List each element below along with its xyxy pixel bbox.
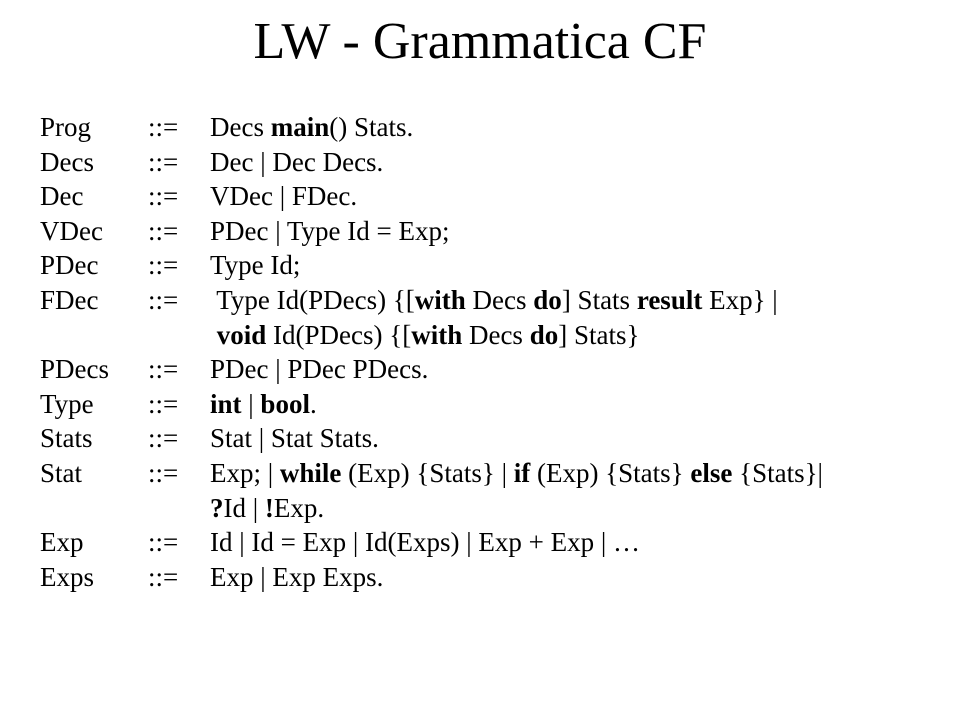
rule-nonterminal: Prog — [40, 112, 92, 142]
grammar-rule — [40, 248, 823, 283]
rule-operator: ::= — [148, 423, 179, 454]
keyword: bool — [260, 388, 310, 419]
rule-operator: ::= — [148, 527, 179, 558]
rule-production — [210, 560, 383, 595]
keyword: int — [210, 388, 242, 419]
production-text: Type Id(PDecs) {[ — [210, 284, 415, 315]
grammar-rule — [40, 110, 823, 145]
production-text: Type Id; — [210, 250, 301, 281]
production-text: Id | — [223, 492, 265, 523]
keyword: result — [636, 284, 703, 315]
grammar-rule — [40, 145, 823, 180]
production-text — [210, 320, 217, 350]
grammar-rule-continuation — [40, 318, 823, 353]
rule-nonterminal: FDec — [40, 284, 99, 315]
grammar-rule — [40, 179, 823, 214]
rule-operator — [148, 318, 210, 353]
rule-production — [210, 456, 823, 491]
rule-production — [210, 145, 383, 180]
rule-production — [210, 421, 379, 456]
rule-operator: ::= — [148, 354, 179, 385]
production-text: (Exp) {Stats} | — [341, 457, 514, 488]
grammar-rules — [40, 110, 823, 594]
rule-nonterminal: Exps — [40, 561, 94, 592]
production-text: | — [241, 388, 261, 419]
production-text: ] Stats — [561, 284, 637, 315]
production-text: () Stats. — [329, 112, 414, 142]
rule-production — [210, 318, 639, 353]
rule-operator: ::= — [148, 181, 179, 212]
keyword: void — [216, 319, 267, 350]
grammar-rule-continuation — [40, 491, 823, 526]
rule-production — [210, 283, 778, 318]
grammar-rule — [40, 421, 823, 456]
grammar-rule — [40, 560, 823, 595]
slide-title: LW - Grammatica CF — [253, 13, 707, 70]
keyword: while — [279, 457, 342, 488]
keyword: with — [411, 319, 463, 350]
keyword: ? — [210, 492, 224, 523]
rule-operator: ::= — [148, 146, 179, 177]
keyword: do — [529, 319, 559, 350]
rule-nonterminal: Dec — [40, 181, 84, 212]
grammar-rule — [40, 283, 823, 318]
rule-production — [210, 110, 413, 145]
grammar-rule — [40, 456, 823, 491]
rule-production — [210, 352, 428, 387]
rule-operator: ::= — [148, 388, 179, 419]
keyword: if — [513, 457, 531, 488]
production-text: Id(PDecs) {[ — [266, 319, 412, 350]
rule-operator: ::= — [148, 112, 179, 142]
grammar-rule — [40, 525, 823, 560]
production-text: . — [309, 388, 317, 419]
rule-nonterminal: Exp — [40, 527, 84, 558]
rule-nonterminal: PDecs — [40, 354, 109, 385]
rule-nonterminal: PDec — [40, 250, 99, 281]
rule-operator: ::= — [148, 215, 179, 246]
rule-production — [210, 179, 357, 214]
production-text: PDec | Type Id = Exp; — [210, 215, 450, 246]
production-text: PDec | PDec PDecs. — [210, 354, 429, 385]
rule-operator: ::= — [148, 561, 179, 592]
keyword: do — [533, 284, 562, 315]
rule-production — [210, 387, 317, 422]
rule-production — [210, 525, 640, 560]
production-text: Exp} | — [702, 284, 778, 315]
rule-operator: ::= — [148, 284, 179, 315]
production-text: (Exp) {Stats} — [530, 457, 691, 488]
rule-production — [210, 248, 300, 283]
production-text: VDec | FDec. — [210, 181, 358, 212]
production-text: Dec | Dec Decs. — [210, 146, 384, 177]
keyword: else — [690, 457, 733, 488]
rule-nonterminal — [40, 491, 148, 526]
rule-nonterminal: Stats — [40, 423, 93, 454]
keyword: ! — [264, 492, 274, 523]
production-text: Decs — [465, 284, 534, 315]
production-text: Stat | Stat Stats. — [210, 423, 379, 454]
rule-nonterminal: Decs — [40, 146, 94, 177]
production-text: Exp. — [273, 492, 325, 523]
grammar-rule — [40, 352, 823, 387]
rule-production — [210, 491, 324, 526]
production-text: ] Stats} — [558, 319, 640, 350]
production-text: Decs — [462, 319, 530, 350]
production-text: Exp | Exp Exps. — [210, 561, 384, 592]
keyword: with — [414, 284, 466, 315]
rule-nonterminal: Type — [40, 388, 94, 419]
rule-operator: ::= — [148, 250, 179, 281]
rule-nonterminal: Stat — [40, 457, 83, 488]
rule-operator: ::= — [148, 457, 179, 488]
keyword: main — [270, 112, 330, 142]
rule-operator — [148, 491, 210, 526]
production-text: {Stats}| — [732, 457, 823, 488]
rule-nonterminal: VDec — [40, 215, 103, 246]
rule-nonterminal — [40, 318, 148, 353]
production-text: Exp; | — [210, 457, 280, 488]
production-text: Id | Id = Exp | Id(Exps) | Exp + Exp | … — [210, 527, 641, 558]
production-text: Decs — [210, 112, 271, 142]
rule-production — [210, 214, 449, 249]
grammar-rule — [40, 214, 823, 249]
grammar-rule — [40, 387, 823, 422]
